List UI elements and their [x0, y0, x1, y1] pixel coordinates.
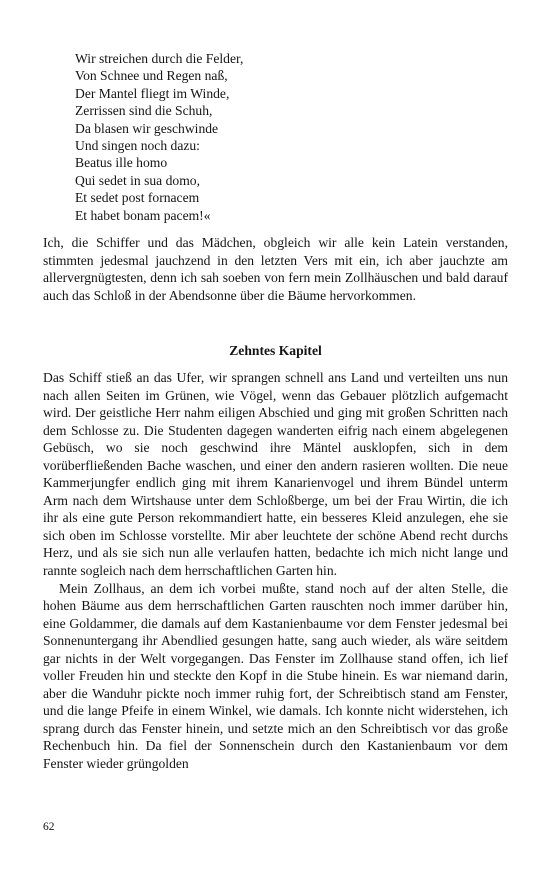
poem-line: Da blasen wir geschwinde	[75, 120, 219, 136]
paragraph-after-poem	[43, 234, 508, 304]
poem-line: Und singen noch dazu:	[75, 138, 200, 154]
poem-line: Et sedet post fornacem	[75, 190, 200, 206]
poem-line: Et habet bonam pacem!«	[75, 207, 211, 223]
chapter-body	[43, 369, 508, 773]
chapter-paragraph-2: Mein Zollhaus, an dem ich vorbei mußte, stand noch auf der alten Stelle, die hohen Bäume aus dem herrschaftlichen Garten rauschten noch immer darüber hin, eine Goldammer, die damals auf dem Kastanienbaume vor dem Fenster jedesmal bei Sonnenuntergang ihr Abendlied gesungen hatte, sang auch wieder, als wäre seitdem gar nichts in der Welt vorgegangen. Das Fenster im Zollhause stand offen, ich lief voller Freuden hin und steckte den Kopf in die Stube hinein. Es war niemand darin, aber die Wanduhr pickte noch immer ruhig fort, der Schreibtisch stand am Fenster, und die lange Pfeife in einem Winkel, wie damals. Ich konnte nicht widerstehen, ich sprang durch das Fenster hinein, und setzte mich an den Schreibtisch vor das große Rechenbuch hin. Da fiel der Sonnenschein durch den Kastanienbaum vor dem Fenster wieder grüngolden	[43, 580, 508, 772]
page-number: 62	[43, 821, 55, 833]
poem-line: Beatus ille homo	[75, 155, 168, 171]
paragraph-text: Ich, die Schiffer und das Mädchen, obgleich wir alle kein Latein verstanden, stimmten jedesmal jauchzend in den letzten Vers mit ein, ich aber jauchzte am allervergnügtesten, denn ich sah soeben von fern mein Zollhäuschen und bald darauf auch das Schloß in der Abendsonne über die Bäume hervorkommen.	[43, 235, 508, 303]
poem-line: Wir streichen durch die Felder,	[75, 51, 244, 66]
poem-line: Von Schnee und Regen naß,	[75, 68, 228, 84]
poem-line: Der Mantel fliegt im Winde,	[75, 85, 230, 101]
chapter-paragraph-1: Das Schiff stieß an das Ufer, wir sprangen schnell ans Land und verteilten uns nun nach allen Seiten im Grünen, wie Vögel, wenn das Gebauer plötzlich aufgemacht wird. Der geistliche Herr nahm eiligen Abschied und ging mit großen Schritten nach dem Schlosse zu. Die Studenten dagegen wanderten eifrig nach einem abgelegenen Gebüsch, wo sie noch geschwind ihre Mäntel ausklopfen, sich in dem vorüberfließenden Bache waschen, und einer den andern rasieren wollten. Die neue Kammerjungfer endlich ging mit ihrem Kanarienvogel und ihrem Bündel unterm Arm nach dem Wirtshause unter dem Schloßberge, um bei der Frau Wirtin, die ich ihr als eine gute Person rekommandiert hatte, ein besseres Kleid anzulegen, ehe sie sich oben im Schlosse vorstellte. Mir aber leuchtete der schöne Abend recht durchs Herz, und als sie sich nun alle verlaufen hatten, bedachte ich mich nicht lange und rannte sogleich nach dem herrschaftlichen Garten hin.	[43, 370, 508, 579]
poem-stanza	[75, 50, 495, 224]
poem-line: Qui sedet in sua domo,	[75, 172, 200, 188]
poem-line: Zerrissen sind die Schuh,	[75, 103, 213, 119]
chapter-heading: Zehntes Kapitel	[229, 343, 322, 358]
